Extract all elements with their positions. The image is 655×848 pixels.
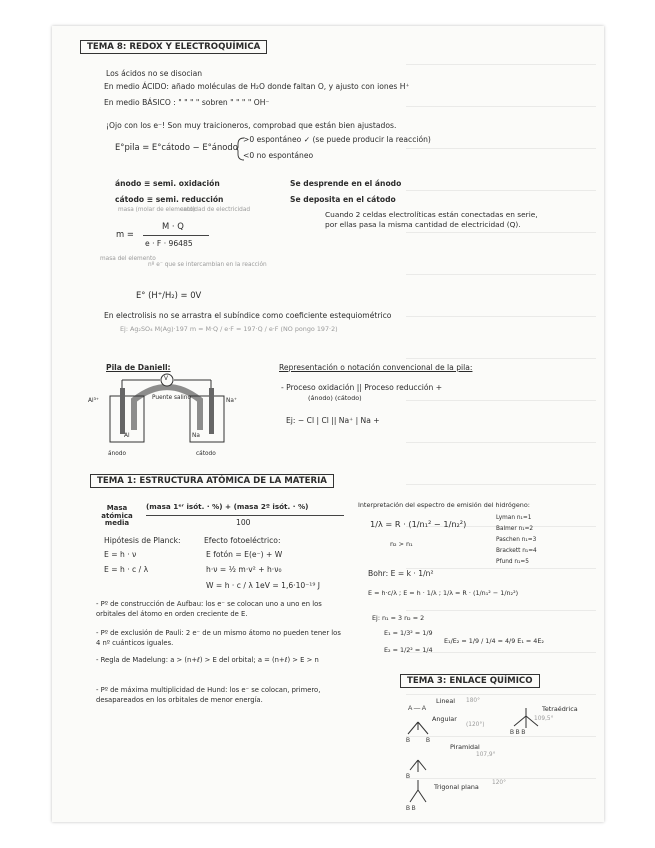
planck-title: Hipótesis de Planck: <box>104 536 181 545</box>
faraday-denominator: e · F · 96485 <box>145 239 193 248</box>
masa-formula-denominator: 100 <box>236 518 251 527</box>
geometry-angular: Angular <box>432 715 457 723</box>
series-lyman: Lyman n₁=1 <box>496 515 532 521</box>
fotoelectrico-title: Efecto fotoeléctrico: <box>204 536 281 545</box>
catodo-def: cátodo ≡ semi. reducción <box>115 195 224 204</box>
aufbau-principle: - Pº de construcción de Aufbau: los e⁻ se colocan uno a uno en los orbitales del átomo en orden creciente de E. <box>96 600 322 618</box>
na-ion-label: Na⁺ <box>226 398 237 404</box>
hydrogen-title: Interpretación del espectro de emisión del hidrógeno: <box>358 501 530 509</box>
bohr-title: Bohr: E = k · 1/n² <box>368 569 434 578</box>
e0-reference: E° (H⁺/H₂) = 0V <box>136 290 202 300</box>
example-line-3: E₂ = 1/2² = 1/4 <box>384 646 433 654</box>
geometry-piramidal-angle: 107,9° <box>476 752 496 758</box>
representacion-sub: (ánodo) (cátodo) <box>308 394 362 402</box>
masa-fraction-bar <box>146 515 344 516</box>
puente-salino-label: Puente salino <box>152 395 192 401</box>
electrolisis-example: Ej: Ag₂SO₄ M(Ag)·197 m = M·Q / e·F = 197·Q / e·F (NO pongo 197·2) <box>120 325 338 333</box>
svg-text:A — A: A — A <box>408 705 427 712</box>
espontaneo-note: >0 espontáneo ✓ (se puede producir la reacción) <box>243 135 431 144</box>
geometry-angular-angle: (120°) <box>466 722 485 728</box>
cantidad-note: cantidad de electricidad <box>180 207 251 213</box>
geometry-trigonal-plana-angle: 120° <box>492 780 506 786</box>
serie-note: Cuando 2 celdas electrolíticas están conectadas en serie, por ellas pasa la misma cantidad de electricidad (Q). <box>325 210 538 229</box>
voltmeter-label: V <box>164 376 168 382</box>
n-relation: n₂ > n₁ <box>390 540 413 548</box>
no-espontaneo-note: <0 no espontáneo <box>243 151 314 160</box>
anodo-def: ánodo ≡ semi. oxidación <box>115 179 220 188</box>
tema8-line-1: Los ácidos no se disocian <box>106 69 203 78</box>
masa-elemento-note: masa del elemento <box>100 256 156 262</box>
planck-line-1: E = h · ν <box>104 550 137 559</box>
rydberg-equation: 1/λ = R · (1/n₁² − 1/n₂²) <box>370 519 467 529</box>
series-paschen: Paschen n₁=3 <box>496 537 537 543</box>
bohr-equation: E = h·c/λ ; E = h · 1/λ ; 1/λ = R · (1/n₁² − 1/n₂²) <box>368 589 519 597</box>
geometry-trigonal-plana: Trigonal plana <box>434 783 479 791</box>
planck-line-2: E = h · c / λ <box>104 565 149 574</box>
geometry-lineal-angle: 180° <box>466 698 480 704</box>
pila-title: Pila de Daniell: <box>106 363 171 372</box>
fotoelectrico-line-3: W = h · c / λ 1eV = 1,6·10⁻¹⁹ J <box>206 581 321 590</box>
svg-text:B: B <box>406 738 411 744</box>
geometry-tetraedrica: Tetraédrica <box>542 705 578 713</box>
catodo-note: Se deposita en el cátodo <box>290 195 396 204</box>
al-electrode-label: Al <box>124 433 130 439</box>
series-pfund: Pfund n₁=5 <box>496 559 529 565</box>
anodo-label: ánodo <box>108 451 126 457</box>
fotoelectrico-line-1: E fotón = E(e⁻) + W <box>206 550 283 559</box>
fraction-bar <box>143 235 209 236</box>
faraday-lhs: m = <box>116 229 134 239</box>
geometry-tetraedrica-angle: 109,5° <box>534 716 554 722</box>
svg-text:B: B <box>406 774 411 780</box>
masa-molar-note: masa (molar de elemento) <box>118 207 196 213</box>
representacion-title: Representación o notación convencional de la pila: <box>279 363 473 372</box>
geometry-piramidal: Piramidal <box>450 743 480 751</box>
tema8-line-4: ¡Ojo con los e⁻! Son muy traicioneros, comprobad que están bien ajustados. <box>106 121 397 130</box>
example-line-1: Ej: n₁ = 3 n₂ = 2 <box>372 614 425 622</box>
fotoelectrico-line-2: h·ν = ½ m·v² + h·ν₀ <box>206 565 282 574</box>
example-line-4: E₁/E₂ = 1/9 / 1/4 = 4/9 E₁ = 4E₂ <box>444 637 544 645</box>
svg-text:B B: B B <box>406 806 416 812</box>
geometry-lineal: Lineal <box>436 697 456 705</box>
anodo-note: Se desprende en el ánodo <box>290 179 402 188</box>
ne-note: nº e⁻ que se intercambian en la reacción <box>148 262 267 268</box>
madelung-rule: - Regla de Madelung: a > (n+ℓ) > E del orbital; a = (n+ℓ) > E > n <box>96 656 319 664</box>
al-ion-label: Al³⁺ <box>88 398 99 404</box>
faraday-numerator: M · Q <box>162 221 184 231</box>
catodo-label: cátodo <box>196 451 216 457</box>
masa-formula-numerator: (masa 1ᵉʳ isót. · %) + (masa 2º isót. · %) <box>146 502 309 511</box>
example-line-2: E₁ = 1/3² = 1/9 <box>384 629 433 637</box>
tema8-line-3: En medio BÁSICO : " " " " sobren " " " " OH⁻ <box>104 98 270 107</box>
tema8-line-2: En medio ÁCIDO: añado moléculas de H₂O donde faltan O, y ajusto con iones H⁺ <box>104 82 410 91</box>
tema3-title: TEMA 3: ENLACE QUÍMICO <box>400 674 540 688</box>
brace-icon <box>236 138 246 160</box>
bleed-through-lines <box>406 44 596 804</box>
tema8-title: TEMA 8: REDOX Y ELECTROQUÍMICA <box>80 40 267 54</box>
svg-text:B: B <box>426 738 431 744</box>
tema1-title: TEMA 1: ESTRUCTURA ATÓMICA DE LA MATERIA <box>90 474 334 488</box>
svg-text:B B B: B B B <box>510 730 526 736</box>
pauli-principle: - Pº de exclusión de Pauli: 2 e⁻ de un mismo átomo no pueden tener los 4 nº cuánticos iguales. <box>96 629 341 647</box>
series-balmer: Balmer n₁=2 <box>496 526 534 532</box>
masa-media-label: Masa atómica media <box>101 504 133 528</box>
na-electrode-label: Na <box>192 433 200 439</box>
series-brackett: Brackett n₁=4 <box>496 548 537 554</box>
epila-equation: E°pila = E°cátodo − E°ánodo <box>115 142 238 152</box>
hund-principle: - Pº de máxima multiplicidad de Hund: los e⁻ se colocan, primero, desapareados en los orbitales de menor energía. <box>96 686 321 704</box>
representacion-example: Ej: − Cl | Cl || Na⁺ | Na + <box>286 416 380 425</box>
electrolisis-note: En electrolisis no se arrastra el subíndice como coeficiente estequiométrico <box>104 311 392 320</box>
daniell-cell-diagram <box>96 374 236 458</box>
representacion-line: - Proceso oxidación || Proceso reducción + <box>281 383 443 392</box>
